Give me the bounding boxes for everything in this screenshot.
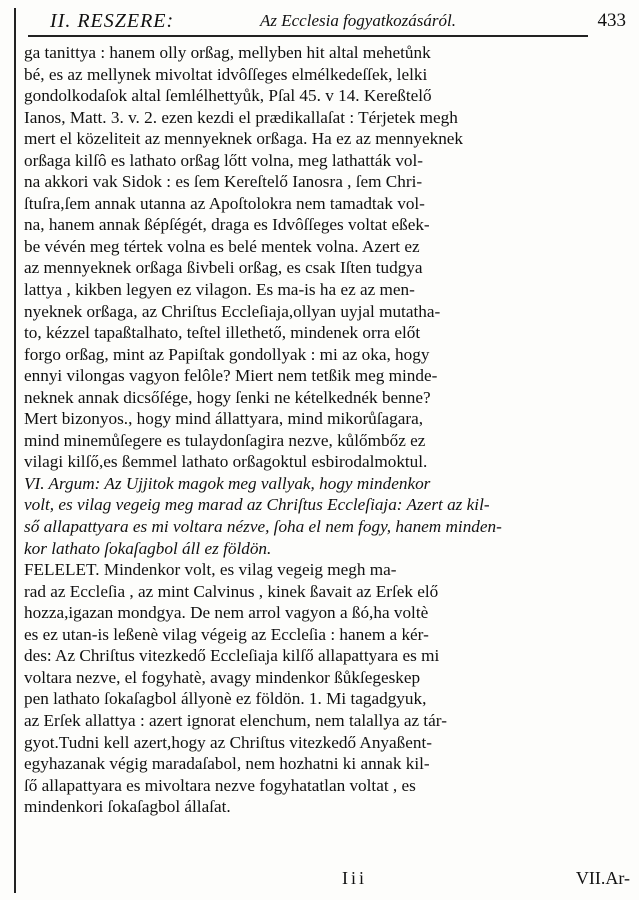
- text-line: gondolkodaſok altal ſemlélhettyůk, Pſal 45. v 14. Kereßtelő: [24, 86, 432, 106]
- signature-mark: Iii: [342, 868, 367, 888]
- running-header: [40, 6, 630, 36]
- text-line: gyot.Tudni kell azert,hogy az Chriſtus vitezkedő Anyaßent-: [24, 732, 432, 752]
- text-line: az mennyeknek orßaga ßivbeli orßag, es csak Iſten tudgya: [24, 258, 423, 278]
- text-line: vilagi kilſő,es ßemmel lathato orßagoktul esbirodalmoktul.: [24, 452, 428, 472]
- text-line: hozza,igazan mondgya. De nem arrol vagyon a ßó,ha voltè: [24, 603, 429, 623]
- text-line: bé, es az mellynek mivoltat idvôſſeges elmélkedeſſek, lelki: [24, 64, 428, 84]
- text-line: ga tanittya : hanem olly orßag, mellyben hit altal mehetůnk: [24, 43, 431, 62]
- text-line: forgo orßag, mint az Papiſtak gondollyak : mi az oka, hogy: [24, 344, 430, 364]
- text-line: Ianos, Matt. 3. v. 2. ezen kezdi el prædikallaſat : Térjetek megh: [24, 107, 458, 127]
- text-line: pen lathato ſokaſagbol állyonè ez földön. 1. Mi tagadgyuk,: [24, 689, 427, 709]
- text-line: na, hanem annak ßépſégét, draga es Idvôſſeges voltat eßek-: [24, 215, 430, 235]
- page-number: 433: [597, 10, 626, 31]
- page-edge-rule: [14, 8, 16, 893]
- text-line: to, kézzel tapaßtalhato, teſtel illethető, mindenek orra előt: [24, 323, 421, 343]
- text-line: volt, es vilag vegeig meg marad az Chriſtus Eccleſiaja: Azert az kil-: [24, 495, 490, 515]
- header-title: Az Ecclesia fogyatkozásáról.: [260, 11, 456, 30]
- text-line: nyeknek orßaga, az Chriſtus Eccleſiaja,ollyan uyjal mutatha-: [24, 301, 441, 321]
- text-line: az Erſek allattya : azert ignorat elenchum, nem talallya az tár-: [24, 710, 447, 730]
- text-line: es ez utan-is leßenè vilag végeig az Eccleſia : hanem a kér-: [24, 624, 429, 644]
- text-line: ſtuſra,ſem annak utanna az Apoſtolokra nem tamadtak vol-: [24, 193, 425, 213]
- text-line: rad az Eccleſia , az mint Calvinus , kinek ßavait az Erſek elő: [24, 581, 439, 601]
- text-line: ſő allapattyara es mivoltara nezve fogyhatatlan voltat , es: [24, 775, 416, 795]
- text-line: kor lathato ſokaſagbol áll ez földön.: [24, 538, 272, 558]
- text-line: lattya , kikben legyen ez vilagon. Es ma-is ha ez az men-: [24, 280, 415, 300]
- text-line: VI. Argum: Az Ujjitok magok meg vallyak, hogy mindenkor: [24, 473, 431, 493]
- text-line: ennyi vilongas vagyon felôle? Miert nem tetßik meg minde-: [24, 366, 438, 386]
- text-line: orßaga kilſô es lathato orßag lőtt volna, meg lathatták vol-: [24, 150, 424, 170]
- header-rule: [28, 35, 588, 37]
- page-footer: [24, 866, 630, 892]
- body-text: [24, 42, 630, 818]
- text-line: ső allapattyara es mi voltara nézve, ſoha el nem fogy, hanem minden-: [24, 517, 502, 537]
- text-line: voltara nezve, el fogyhatè, avagy mindenkor ßůkſegeskep: [24, 667, 421, 687]
- header-part: II. RESZERE:: [50, 10, 175, 32]
- text-line: Mert bizonyos., hogy mind állattyara, mind mikorůſagara,: [24, 409, 424, 429]
- text-line: FELELET. Mindenkor volt, es vilag vegeig megh ma-: [24, 560, 397, 580]
- text-line: des: Az Chriſtus vitezkedő Eccleſiaja kilſő allapattyara es mi: [24, 646, 440, 666]
- text-line: egyhazanak végig maradaſabol, nem hozhatni ki annak kil-: [24, 754, 430, 774]
- text-line: mind minemůſegere es tulaydonſagira nezve, kůlőmbőz ez: [24, 430, 426, 450]
- text-line: be vévén meg tértek volna es belé mentek volna. Azert ez: [24, 236, 420, 256]
- catchword: VII.Ar-: [575, 868, 630, 888]
- text-line: mert el közeliteit az mennyeknek orßaga. Ha ez az mennyeknek: [24, 129, 464, 149]
- text-line: mindenkori ſokaſagbol állaſat.: [24, 797, 231, 817]
- text-line: neknek annak dicsőſége, hogy ſenki ne kételkednék benne?: [24, 387, 431, 407]
- text-line: na akkori vak Sidok : es ſem Kereſtelő Ianosra , ſem Chri-: [24, 172, 423, 192]
